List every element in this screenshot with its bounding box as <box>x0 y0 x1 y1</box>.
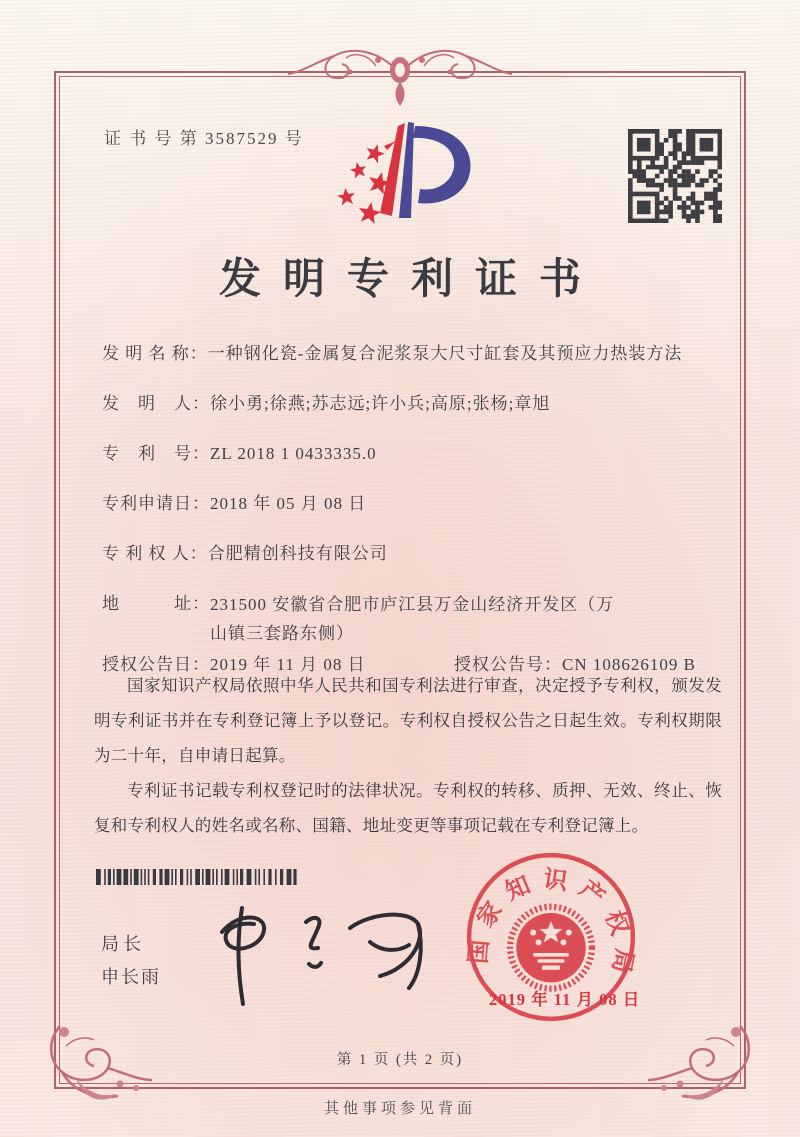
field-value: 一种钢化瓷-金属复合泥浆泵大尺寸缸套及其预应力热装方法 <box>207 344 683 363</box>
field-value: 徐小勇;徐燕;苏志远;许小兵;高原;张杨;章旭 <box>210 394 551 413</box>
seal-agency-text: 国家知识产权局 <box>465 866 637 986</box>
qr-code-icon <box>628 129 722 223</box>
field-label: 地 址： <box>102 594 210 613</box>
certificate-number: 证 书 号 第 3587529 号 <box>104 129 304 148</box>
page-number: 第 1 页 (共 2 页) <box>336 1052 464 1068</box>
field-label: 发 明 名 称： <box>102 344 208 363</box>
field-label: 授权公告日： <box>102 655 210 674</box>
back-side-note: 其他事项参见背面 <box>323 1101 476 1117</box>
legal-paragraph-2: 专利证书记载专利权登记时的法律状况。专利权的转移、质押、无效、终止、恢复和专利权人的姓名或名称、国籍、地址变更等事项记载在专利登记簿上。 <box>94 781 722 835</box>
field-label: 授权公告号： <box>454 655 562 674</box>
top-flourish-ornament-icon <box>280 36 520 108</box>
cnipa-logo-icon <box>318 110 488 228</box>
field-value: ZL 2018 1 0433335.0 <box>210 444 377 463</box>
legal-text <box>94 668 722 843</box>
signature-icon <box>212 888 444 1008</box>
field-value: CN 108626109 B <box>562 655 696 674</box>
field-value: 2018 年 05 月 08 日 <box>210 494 367 513</box>
legal-paragraph-1: 国家知识产权局依照中华人民共和国专利法进行审查，决定授予专利权，颁发发明专利证书并在专利登记簿上予以登记。专利权自授权公告之日起生效。专利权期限为二十年，自申请日起算。 <box>94 676 722 765</box>
field-label: 专利申请日： <box>102 494 210 513</box>
field-value: 2019 年 11 月 08 日 <box>210 655 366 674</box>
signer-name: 申长雨 <box>101 967 161 987</box>
field-label: 发 明 人： <box>102 394 210 413</box>
barcode-icon <box>96 869 301 885</box>
field-value: 合肥精创科技有限公司 <box>207 544 388 563</box>
field-label: 专 利 号： <box>102 444 210 463</box>
field-invention-name <box>102 340 712 367</box>
seal-date: 2019 年 11 月 08 日 <box>489 990 641 1009</box>
seal-emblem-icon <box>510 907 592 989</box>
field-patentee <box>102 540 712 567</box>
field-patent-number <box>102 440 712 467</box>
certificate-fields <box>102 340 712 701</box>
field-filing-date <box>102 490 712 517</box>
certificate-title: 发明专利证书 <box>218 257 603 303</box>
field-inventors <box>102 390 712 417</box>
field-label: 专 利 权 人： <box>102 544 208 563</box>
field-value: 231500 安徽省合肥市庐江县万金山经济开发区（万山镇三套路东侧） <box>210 595 615 643</box>
field-address <box>102 590 712 648</box>
signer-title: 局长 <box>101 934 145 954</box>
